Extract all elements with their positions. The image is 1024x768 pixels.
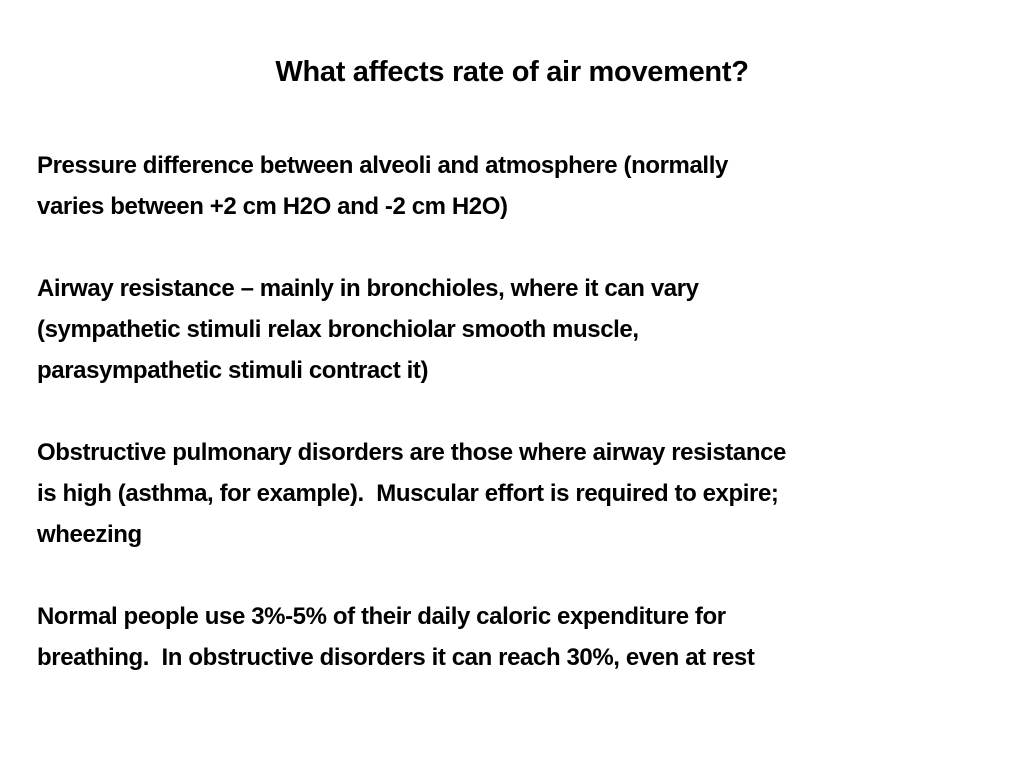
paragraph-pressure-difference — [37, 145, 997, 227]
paragraph-line: Obstructive pulmonary disorders are those where airway resistance — [37, 439, 786, 466]
paragraph-line: wheezing — [37, 521, 142, 548]
paragraph-line: varies between +2 cm H2O and -2 cm H2O) — [37, 193, 508, 220]
paragraph-line: breathing. In obstructive disorders it can reach 30%, even at rest — [37, 644, 755, 671]
slide-body — [37, 145, 997, 719]
paragraph-line: parasympathetic stimuli contract it) — [37, 357, 429, 384]
paragraph-line: Pressure difference between alveoli and atmosphere (normally — [37, 152, 728, 179]
paragraph-obstructive-disorders — [37, 432, 997, 555]
paragraph-line: Normal people use 3%-5% of their daily caloric expenditure for — [37, 603, 726, 630]
slide-title: What affects rate of air movement? — [275, 56, 749, 88]
paragraph-caloric-expenditure — [37, 596, 997, 678]
paragraph-airway-resistance — [37, 268, 997, 391]
paragraph-line: is high (asthma, for example). Muscular effort is required to expire; — [37, 480, 779, 507]
paragraph-line: Airway resistance – mainly in bronchioles, where it can vary — [37, 275, 699, 302]
paragraph-line: (sympathetic stimuli relax bronchiolar smooth muscle, — [37, 316, 639, 343]
